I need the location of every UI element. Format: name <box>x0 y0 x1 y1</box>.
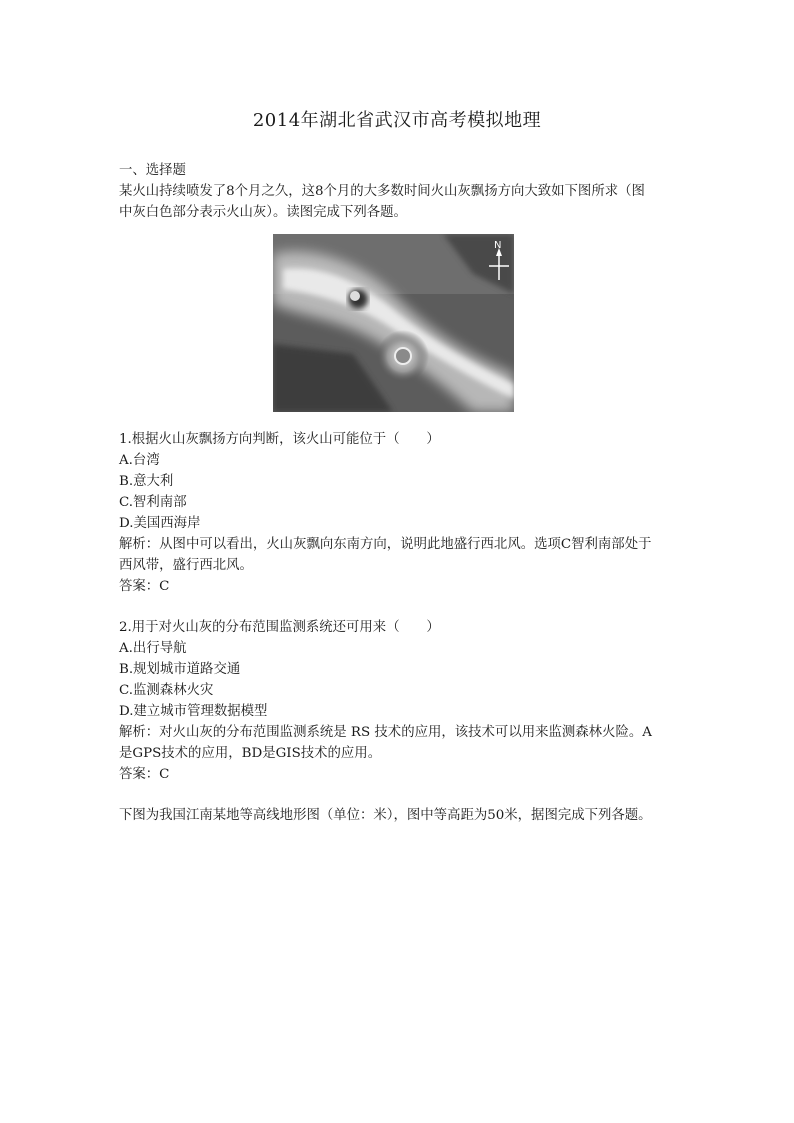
q2-answer: 答案：C <box>119 767 170 782</box>
q1-option-a: A.台湾 <box>119 453 160 468</box>
q2-option-c: C.监测森林火灾 <box>119 683 214 698</box>
question-2 <box>119 617 679 785</box>
q2-option-b: B.规划城市道路交通 <box>119 662 241 677</box>
volcanic-ash-satellite-image <box>273 234 514 412</box>
q1-option-c: C.智利南部 <box>119 495 187 510</box>
q2-analysis-line-2: 是GPS技术的应用，BD是GIS技术的应用。 <box>119 746 382 761</box>
compass-north-label: N <box>494 240 502 251</box>
page-title: 2014年湖北省武汉市高考模拟地理 <box>252 110 542 131</box>
q1-answer: 答案：C <box>119 579 170 594</box>
q2-stem: 2.用于对火山灰的分布范围监测系统还可用来（ ） <box>119 620 440 635</box>
section-heading <box>119 160 679 223</box>
q1-option-d: D.美国西海岸 <box>119 516 201 531</box>
q2-analysis-line-1: 解析：对火山灰的分布范围监测系统是 RS 技术的应用，该技术可以用来监测森林火险。A <box>119 725 652 740</box>
section-label: 一、选择题 <box>119 163 186 178</box>
next-section-intro <box>119 805 679 826</box>
next-intro-line: 下图为我国江南某地等高线地形图（单位：米），图中等高距为50米，据图完成下列各题。 <box>119 808 652 823</box>
intro-line-1: 某火山持续喷发了8个月之久，这8个月的大多数时间火山灰飘扬方向大致如下图所求（图 <box>119 184 645 199</box>
intro-line-2: 中灰白色部分表示火山灰）。读图完成下列各题。 <box>119 205 407 220</box>
q2-option-d: D.建立城市管理数据模型 <box>119 704 268 719</box>
q1-analysis-line-2: 西风带，盛行西北风。 <box>119 558 253 573</box>
q1-option-b: B.意大利 <box>119 474 174 489</box>
q1-analysis-line-1: 解析：从图中可以看出，火山灰飘向东南方向，说明此地盛行西北风。选项C智利南部处于 <box>119 537 652 552</box>
question-1 <box>119 429 679 597</box>
q2-option-a: A.出行导航 <box>119 641 187 656</box>
q1-stem: 1.根据火山灰飘扬方向判断，该火山可能位于（ ） <box>119 432 440 447</box>
